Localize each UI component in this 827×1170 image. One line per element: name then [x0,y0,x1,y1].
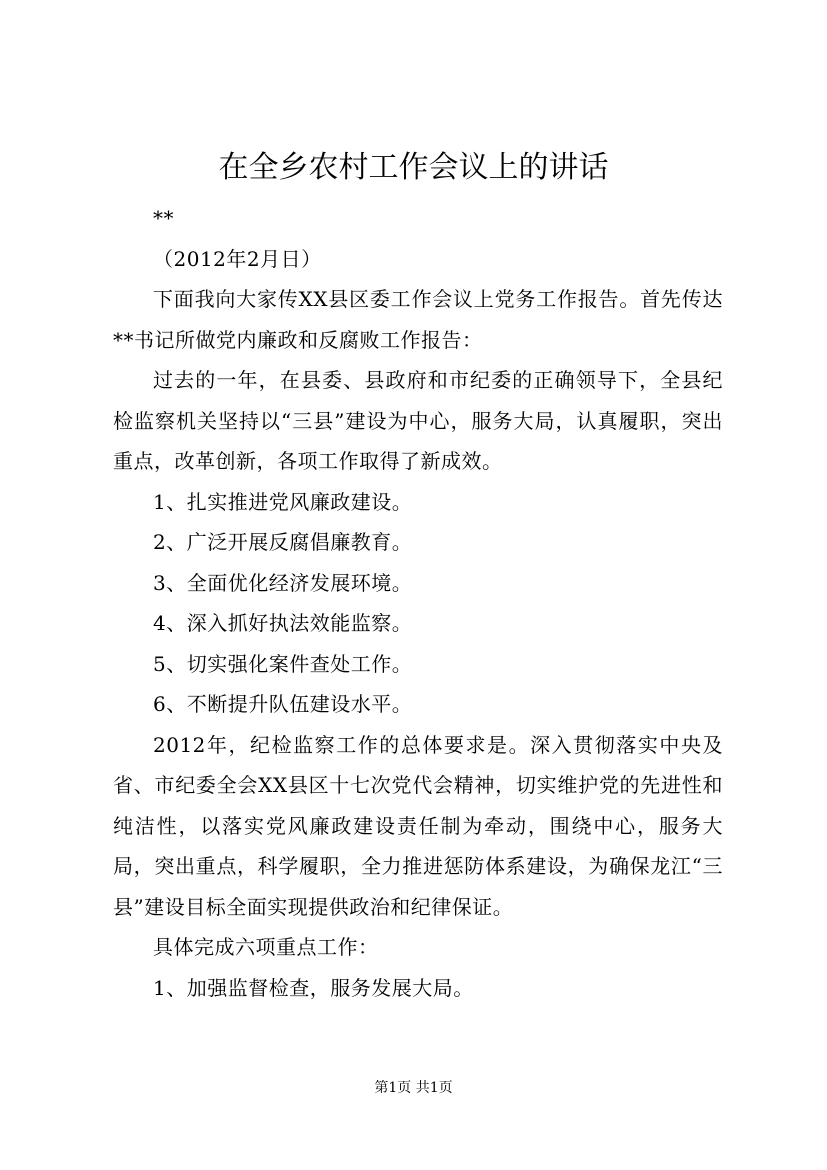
paragraph: 下面我向大家传XX县区委工作会议上党务工作报告。首先传达**书记所做党内廉政和反腐败工作报告： [113,287,723,352]
list-item: 1、加强监督检查，服务发展大局。 [153,975,474,1000]
list-item: 3、全面优化经济发展环境。 [153,570,413,595]
paragraph: 过去的一年，在县委、县政府和市纪委的正确领导下，全县纪检监察机关坚持以“三县”建设为中心，服务大局，认真履职，突出重点，改革创新，各项工作取得了新成效。 [113,368,723,473]
list-item: 4、深入抓好执法效能监察。 [153,611,413,635]
paragraph: 具体完成六项重点工作： [153,935,379,959]
list-item: 5、切实强化案件查处工作。 [153,651,413,676]
list-item: 2、广泛开展反腐倡廉教育。 [153,530,413,554]
date-line: （2012年2月日） [153,246,322,271]
document-body [113,198,723,1008]
page-footer: 第1页 共1页 [374,1080,453,1096]
list-item: 1、扎实推进党风廉政建设。 [153,489,413,514]
list-item: 6、不断提升队伍建设水平。 [153,692,413,716]
document-title: 在全乡农村工作会议上的讲话 [218,150,609,185]
paragraph: 2012年，纪检监察工作的总体要求是。深入贯彻落实中央及省、市纪委全会XX县区十七次党代会精神，切实维护党的先进性和纯洁性，以落实党风廉政建设责任制为牵动，围绕中心，服务大局，突出重点，科学履职，全力推进惩防体系建设，为确保龙江“三县”建设目标全面实现提供政治和纪律保证。 [113,732,723,919]
author-line: ** [153,206,174,230]
